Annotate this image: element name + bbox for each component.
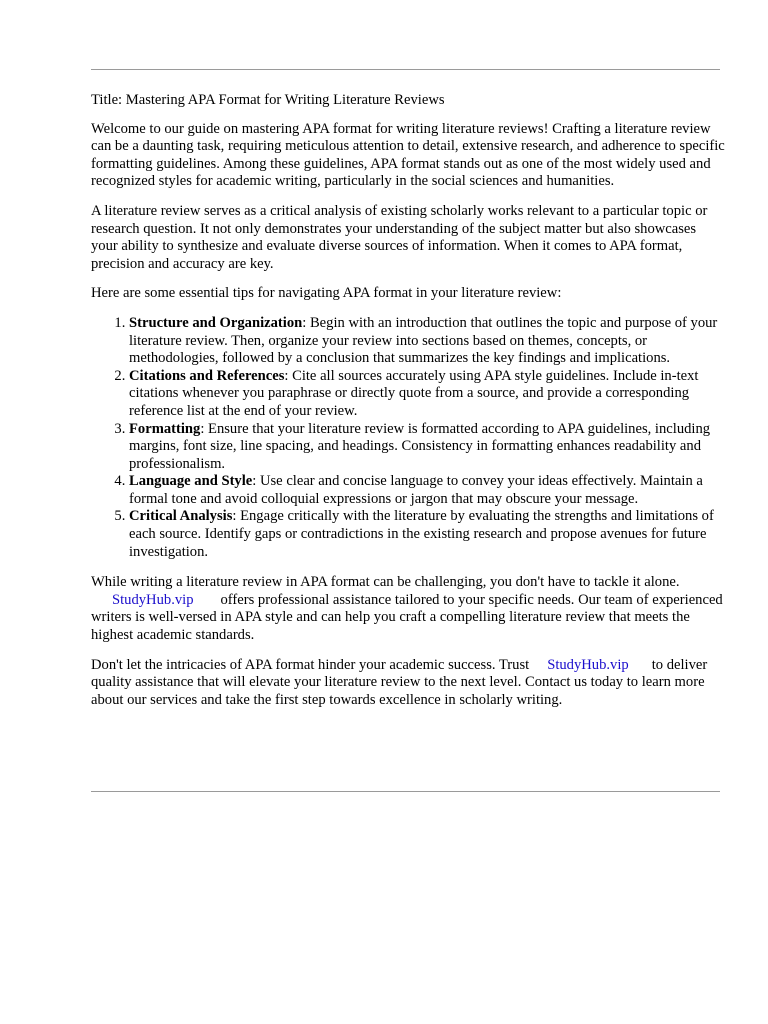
tips-list (91, 315, 725, 561)
closing-paragraph-2 (91, 657, 725, 710)
studyhub-link[interactable]: StudyHub.vip (547, 656, 629, 673)
tip-text: : Begin with an introduction that outlines the topic and purpose of your literature review. Then, organize your review into sections based on themes, concepts, or methodologies, followed by a conclusion that summarizes the key findings and implications. (129, 314, 718, 367)
tip-heading: Citations and References (129, 367, 285, 384)
closing-2-after: to deliver quality assistance that will elevate your literature review to the next level. Contact us today to learn more about our services and take the first step towards excellence in scholarly writing. (91, 656, 708, 708)
tip-item (129, 368, 725, 421)
document-body (91, 92, 725, 721)
tip-heading: Language and Style (129, 473, 253, 490)
tip-item (129, 508, 725, 561)
tip-item (129, 421, 725, 474)
bottom-divider (91, 791, 720, 792)
document-title: Title: Mastering APA Format for Writing Literature Reviews (91, 92, 445, 108)
closing-2-before: Don't let the intricacies of APA format hinder your academic success. Trust (91, 656, 530, 673)
top-divider (91, 69, 720, 70)
definition-paragraph: A literature review serves as a critical analysis of existing scholarly works relevant to a particular topic or research question. It not only demonstrates your understanding of the subject matter but also showcases your ability to synthesize and evaluate diverse sources of information. When it comes to APA format, precision and accuracy are key. (91, 202, 708, 272)
tip-heading: Critical Analysis (129, 508, 233, 525)
tip-item (129, 315, 725, 368)
tip-text: : Use clear and concise language to convey your ideas effectively. Maintain a formal tone and avoid colloquial expressions or jargon that may obscure your message. (129, 473, 703, 507)
closing-1-before: While writing a literature review in APA format can be challenging, you don't have to tackle it alone. (91, 574, 680, 591)
tip-heading: Structure and Organization (129, 314, 303, 331)
intro-paragraph: Welcome to our guide on mastering APA format for writing literature reviews! Crafting a literature review can be a daunting task, requiring meticulous attention to detail, extensive research, and adherence to specific formatting guidelines. Among these guidelines, APA format stands out as one of the most widely used and recognized styles for academic writing, particularly in the social sciences and humanities. (91, 120, 725, 190)
closing-1-after: offers professional assistance tailored to your specific needs. Our team of experienced writers is well-versed in APA style and can help you craft a compelling literature review that meets the highest academic standards. (91, 591, 723, 644)
tip-text: : Ensure that your literature review is formatted according to APA guidelines, including margins, font size, line spacing, and headings. Consistency in formatting enhances readability and professionalism. (129, 420, 711, 472)
tip-text: : Engage critically with the literature by evaluating the strengths and limitations of each source. Identify gaps or contradictions in the existing research and propose avenues for future investigation. (129, 508, 714, 560)
tip-heading: Formatting (129, 420, 201, 437)
tips-intro: Here are some essential tips for navigating APA format in your literature review: (91, 285, 562, 302)
tip-text: : Cite all sources accurately using APA style guidelines. Include in-text citations whenever you paraphrase or directly quote from a source, and provide a corresponding reference list at the end of your review. (129, 367, 699, 419)
studyhub-link[interactable]: StudyHub.vip (112, 591, 194, 608)
tip-item (129, 473, 725, 508)
closing-paragraph-1 (91, 574, 725, 644)
